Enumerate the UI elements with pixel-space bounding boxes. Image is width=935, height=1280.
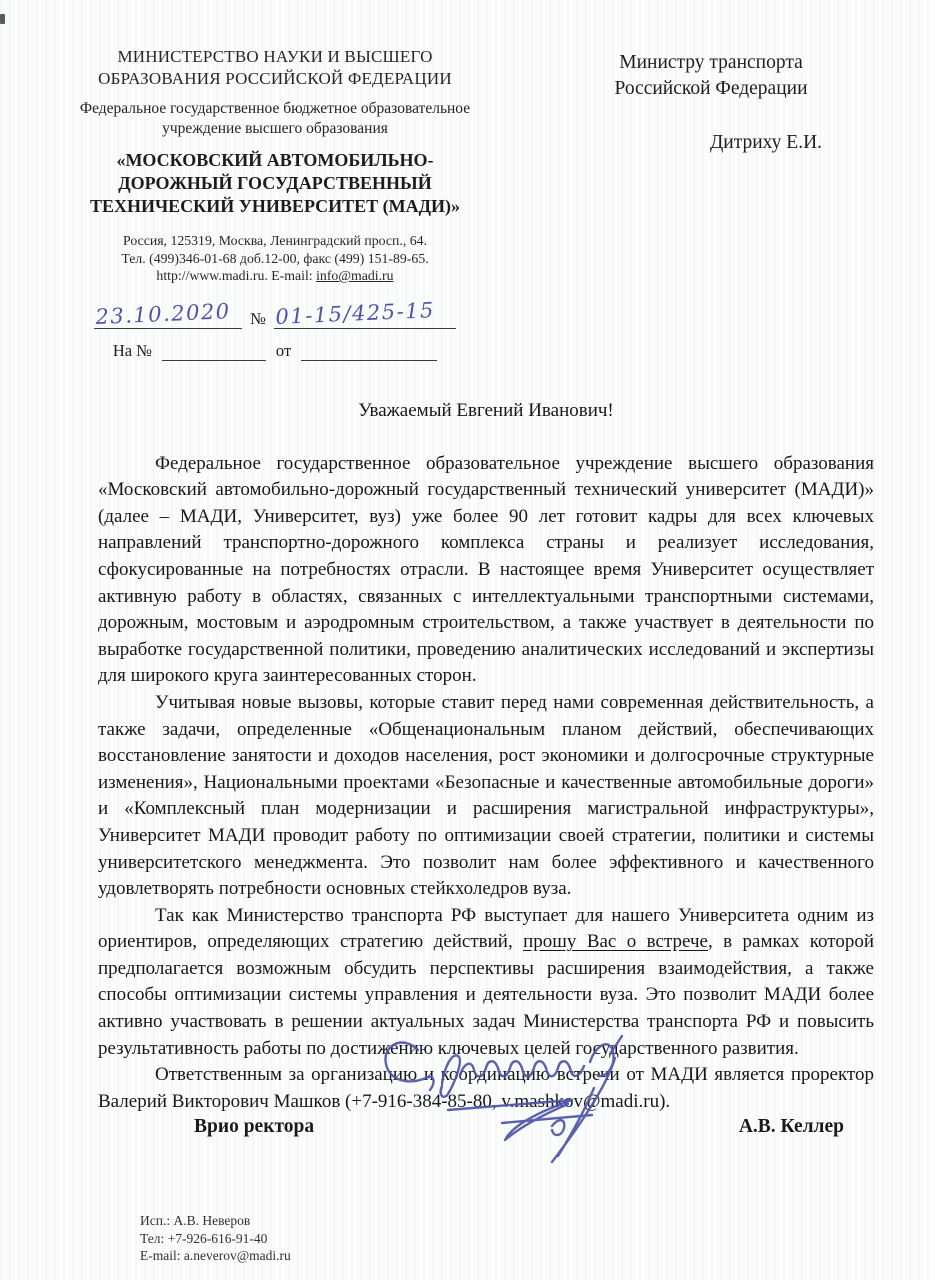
phone-fax-line: Тел. (499)346-01-68 доб.12-00, факс (499) 151-89-65. [121, 250, 429, 266]
paragraph-3-text-before: Так как Министерство транспорта РФ выступает для нашего Университета одним из ориентиров, определяющих стратегию действий, [98, 904, 874, 953]
email-link: info@madi.ru [316, 268, 394, 284]
outgoing-ref-row [66, 295, 484, 329]
addressee-line-1: Министру транспорта [619, 52, 803, 73]
reply-na-label: На № [112, 340, 152, 360]
addressee-line-2: Российской Федерации [614, 78, 808, 99]
handwritten-date: 23.10.2020 [95, 298, 232, 329]
executor-name: Исп.: А.В. Неверов [140, 1213, 251, 1228]
web-email-line [66, 267, 484, 285]
executor-phone: Тел: +7-926-616-91-40 [140, 1230, 268, 1246]
body-paragraph-2: Учитывая новые вызовы, которые ставит перед нами современная действительность, а также задачи, определенные «Общенациональным планом действий, обеспечивающих восстановление занятости и доходов населения, рост экономики и долгосрочные структурные изменения», Национальными проектами «Безопасные и качественные автомобильные дороги» и «Комплексный план модернизации и расширения магистральной инфраструктуры», Университет МАДИ проводит работу по оптимизации своей стратегии, политики и системы университетского менеджмента. Это позволит нам более эффективного и качественного удовлетворять потребности основных стейкхоледров вуза. [98, 691, 874, 900]
website-text: http://www.madi.ru. E-mail: [156, 268, 317, 284]
executor-email: E-mail: a.neverov@madi.ru [140, 1248, 291, 1263]
scan-artifact-speck [0, 14, 5, 24]
university-name: «МОСКОВСКИЙ АВТОМОБИЛЬНО-ДОРОЖНЫЙ ГОСУДАРСТВЕННЫЙ ТЕХНИЧЕСКИЙ УНИВЕРСИТЕТ (МАДИ)» [89, 150, 461, 216]
contact-block [66, 232, 484, 285]
reply-ref-row [66, 335, 484, 361]
addressee-block [548, 50, 874, 156]
handwritten-number: 01-15/425-15 [274, 297, 436, 329]
postal-address: Россия, 125319, Москва, Ленинградский просп., 64. [123, 233, 427, 248]
paragraph-3-text-after: , в рамках которой предполагается возможным обсудить перспективы расширения взаимодействия, а также способы оптимизации системы управления и деятельности вуза. Это позволит МАДИ более активно участвовать в решении актуальных задач Министерства транспорта РФ и повысить результативность работы по достижению ключевых целей государственного развития. [98, 931, 874, 1059]
number-blank-line [274, 297, 456, 329]
number-sign-label: № [250, 308, 266, 328]
signer-name: А.В. Келлер [738, 1116, 844, 1137]
reply-number-blank [162, 340, 266, 361]
executor-footer [140, 1212, 291, 1265]
body-paragraph-1: Федеральное государственное образовательное учреждение высшего образования «Московский автомобильно-дорожный государственный технический университет (МАДИ)» (далее – МАДИ, Университет, вуз) уже более 90 лет готовит кадры для всех ключевых направлений транспортно-дорожного комплекса страны и реализует исследования, сфокусированные на потребностях отрасли. В настоящее время Университет осуществляет активную работу в областях, связанных с интеллектуальными транспортными системами, дорожным, мостовым и аэродромным строительством, а также участвует в деятельности по выработке государственной политики, проведению аналитических исследований и экспертизы для широкого круга заинтересованных сторон. [98, 452, 874, 687]
signoff-row [98, 1116, 874, 1138]
salutation: Уважаемый Евгений Иванович! [358, 400, 614, 421]
reply-ot-label: от [275, 340, 292, 360]
organization-type: Федеральное государственное бюджетное образовательное учреждение высшего образования [79, 100, 471, 137]
addressee-name: Дитриху Е.И. [709, 132, 823, 153]
meeting-request-underlined: прошу Вас о встрече [523, 931, 708, 953]
ministry-name: МИНИСТЕРСТВО НАУКИ И ВЫСШЕГО ОБРАЗОВАНИЯ РОССИЙСКОЙ ФЕДЕРАЦИИ [98, 47, 452, 88]
signer-position: Врио ректора [194, 1116, 315, 1137]
body-paragraph-4: Ответственным за организацию и координацию встречи от МАДИ является проректор Валерий Викторович Машков (+7-916-384-85-80, v.mashkov@madi.ru). [98, 1064, 874, 1112]
letterhead-block [66, 46, 484, 361]
date-blank-line [94, 298, 242, 329]
reply-date-blank [301, 340, 437, 361]
handwritten-signature [356, 1026, 678, 1188]
letter-body [98, 398, 874, 1115]
